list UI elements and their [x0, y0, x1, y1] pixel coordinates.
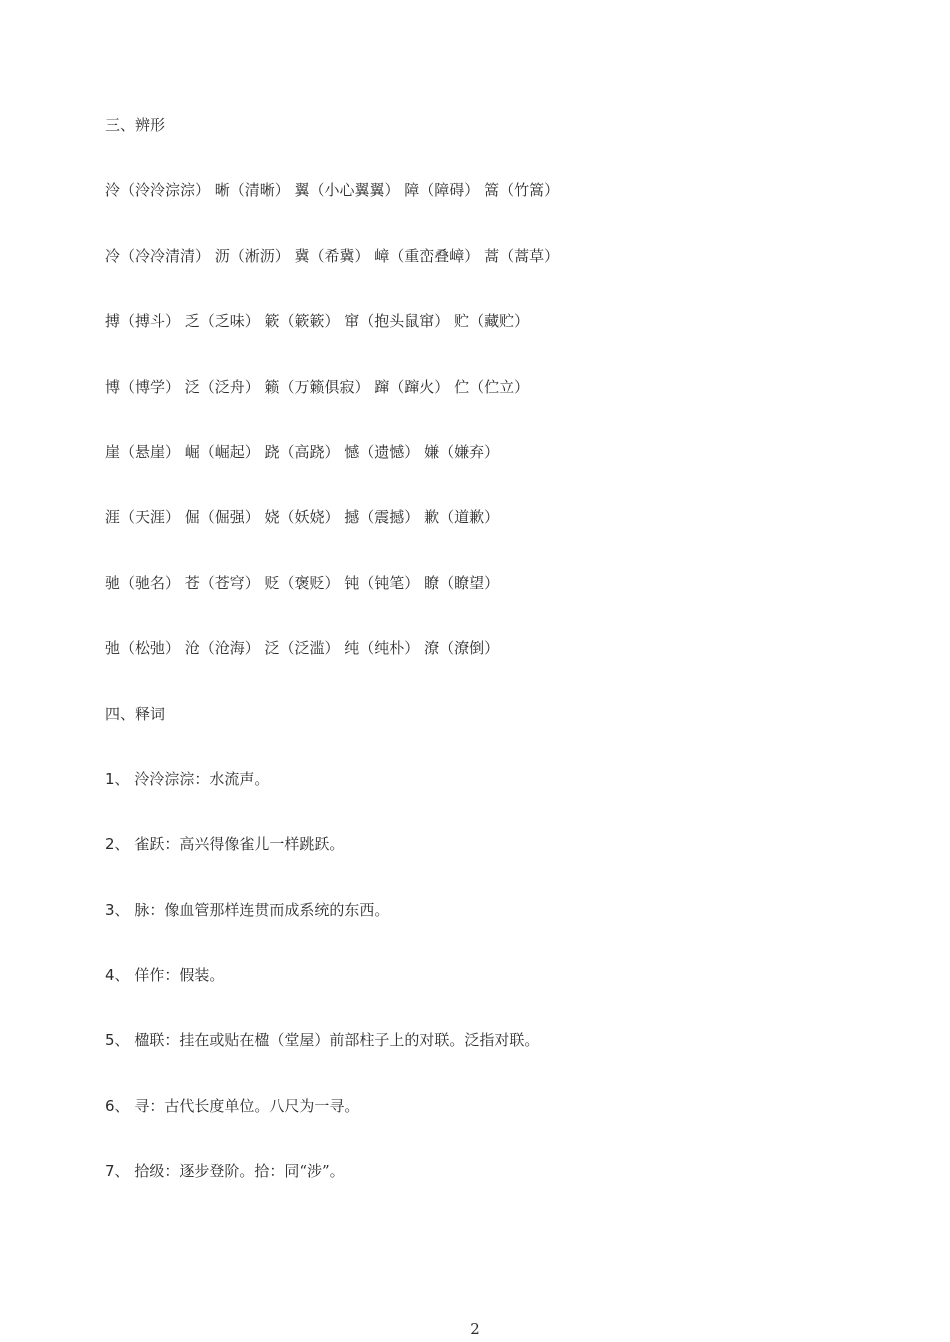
definition-text: 雀跃：高兴得像雀儿一样跳跃。	[134, 835, 345, 854]
definition-text: 寻：古代长度单位。八尺为一寻。	[134, 1096, 360, 1115]
definition-item	[105, 1093, 865, 1158]
definition-item	[105, 1158, 865, 1223]
definition-number: 2、	[105, 835, 130, 854]
definition-text: 脉：像血管那样连贯而成系统的东西。	[134, 900, 390, 919]
section-heading-shici: 四、释词	[105, 704, 166, 723]
definition-number: 5、	[105, 1031, 130, 1050]
bianxing-row: 弛（松弛） 沧（沧海） 泛（泛滥） 纯（纯朴） 潦（潦倒）	[105, 639, 500, 658]
definition-text: 楹联：挂在或贴在楹（堂屋）前部柱子上的对联。泛指对联。	[134, 1031, 540, 1050]
definition-item	[105, 766, 865, 831]
definition-text: 佯作：假装。	[134, 966, 225, 985]
definition-item	[105, 897, 865, 962]
bianxing-row: 博（博学） 泛（泛舟） 籁（万籁俱寂） 蹿（蹿火） 伫（伫立）	[105, 377, 530, 396]
bianxing-row: 搏（搏斗） 乏（乏味） 簌（簌簌） 窜（抱头鼠窜） 贮（藏贮）	[105, 312, 530, 331]
bianxing-row: 泠（泠泠淙淙） 晰（清晰） 翼（小心翼翼） 障（障碍） 篙（竹篙）	[105, 181, 560, 200]
definition-item	[105, 962, 865, 1027]
bianxing-row: 驰（驰名） 苍（苍穹） 贬（褒贬） 钝（钝笔） 瞭（瞭望）	[105, 573, 500, 592]
bianxing-row: 冷（冷冷清清） 沥（淅沥） 冀（希冀） 嶂（重峦叠嶂） 蒿（蒿草）	[105, 246, 560, 265]
page-content	[105, 112, 865, 1224]
definition-item	[105, 1027, 865, 1092]
bianxing-row: 崖（悬崖） 崛（崛起） 跷（高跷） 憾（遗憾） 嫌（嫌弃）	[105, 442, 500, 461]
definition-number: 3、	[105, 900, 130, 919]
definition-number: 4、	[105, 966, 130, 985]
section-heading-bianxing: 三、辨形	[105, 116, 166, 134]
definition-text: 拾级：逐步登阶。拾：同“涉”。	[134, 1162, 345, 1181]
definition-text: 泠泠淙淙：水流声。	[134, 769, 270, 788]
definition-number: 6、	[105, 1096, 130, 1115]
definition-number: 1、	[105, 769, 130, 788]
page-number: 2	[470, 1320, 480, 1338]
definition-number: 7、	[105, 1162, 130, 1181]
definition-item	[105, 831, 865, 896]
bianxing-row: 涯（天涯） 倔（倔强） 娆（妖娆） 撼（震撼） 歉（道歉）	[105, 508, 500, 527]
